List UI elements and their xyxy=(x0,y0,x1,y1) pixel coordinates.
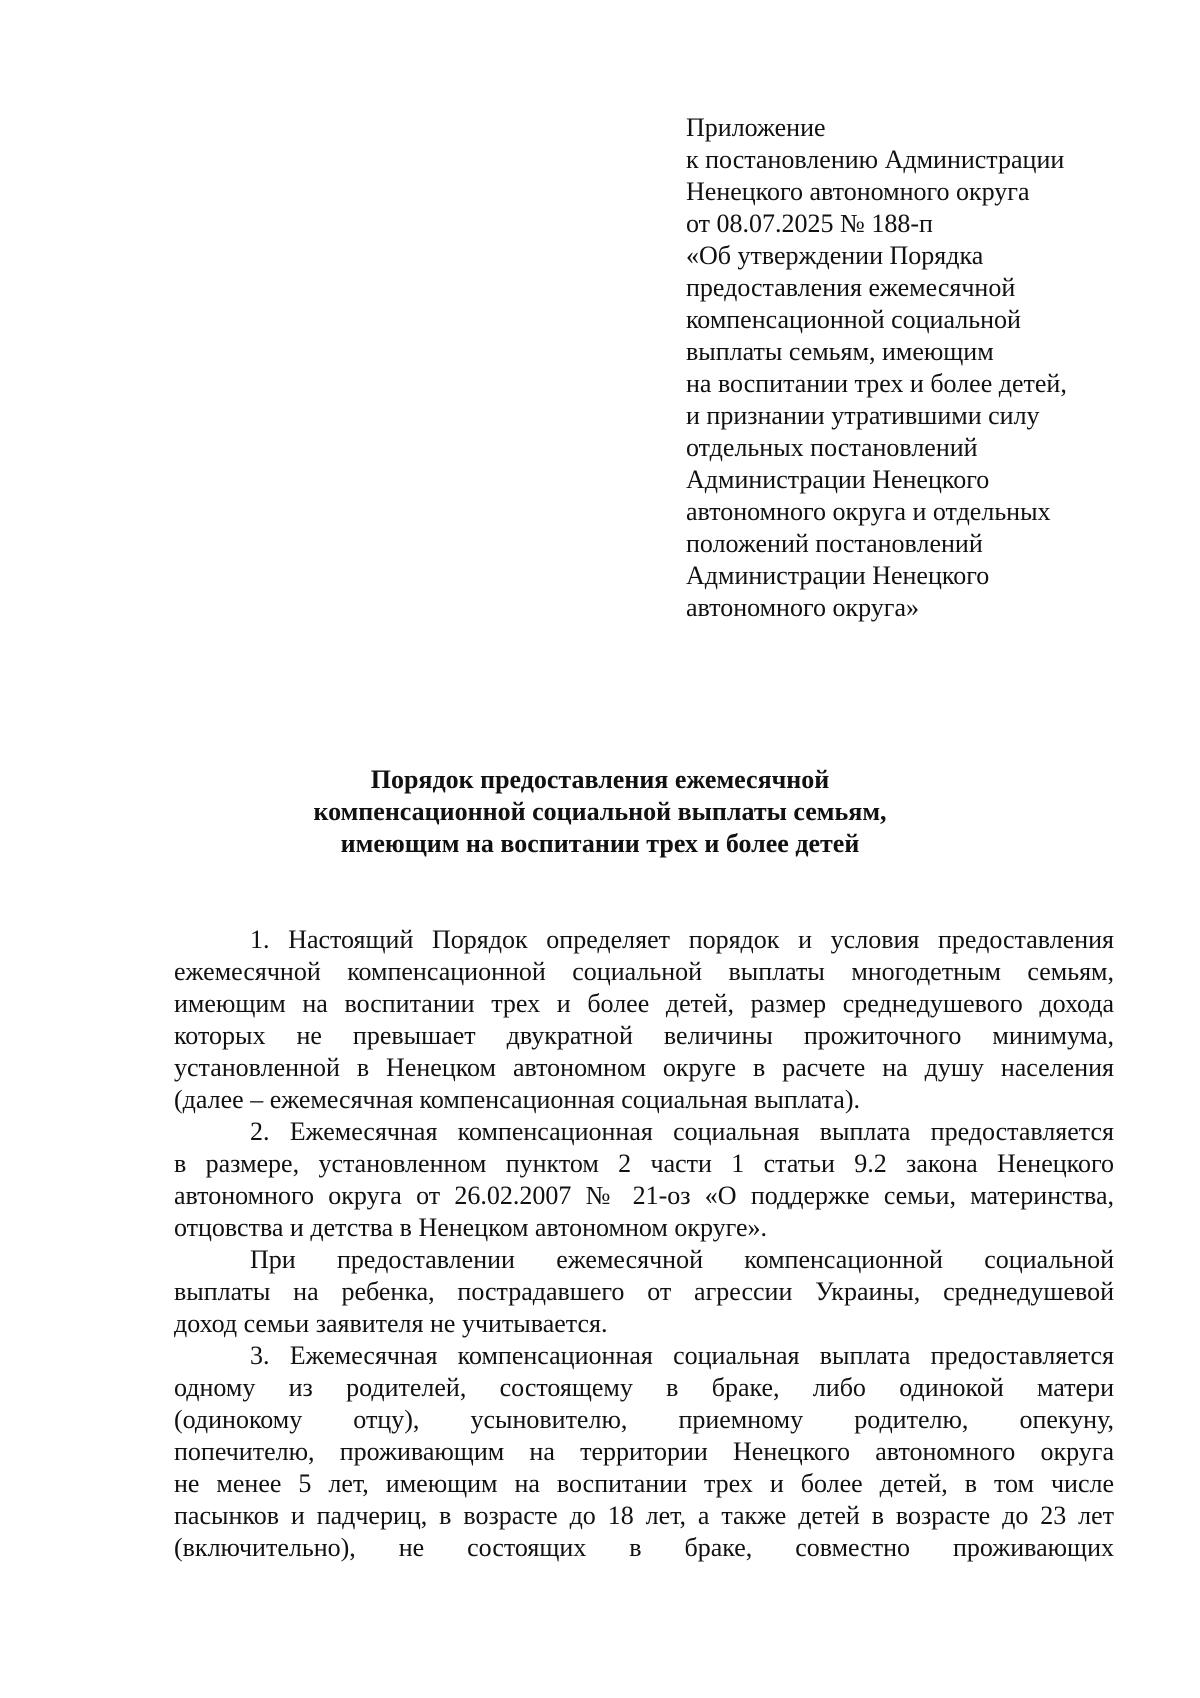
title-line: Порядок предоставления ежемесячной xyxy=(370,765,830,794)
appendix-line: Ненецкого автономного округа xyxy=(686,177,1030,206)
appendix-line: «Об утверждении Порядка xyxy=(686,241,984,270)
appendix-line: на воспитании трех и более детей, xyxy=(686,369,1067,398)
text-line: 3. Ежемесячная компенсационная социальная выплата предоставляется xyxy=(250,1341,1114,1370)
text-line: ежемесячной компенсационной социальной выплаты многодетным семьям, xyxy=(174,957,1114,986)
paragraph-4 xyxy=(174,1340,1114,1564)
appendix-line: выплаты семьям, имеющим xyxy=(686,337,994,366)
paragraph-3 xyxy=(174,1244,1114,1340)
text-line: 1. Настоящий Порядок определяет порядок и условия предоставления xyxy=(250,925,1114,954)
appendix-line: положений постановлений xyxy=(686,529,983,558)
paragraph-1 xyxy=(174,924,1114,1116)
text-line: имеющим на воспитании трех и более детей, размер среднедушевого дохода xyxy=(174,989,1114,1018)
text-line: пасынков и падчериц, в возрасте до 18 лет, а также детей в возрасте до 23 лет xyxy=(174,1501,1114,1530)
text-line: отцовства и детства в Ненецком автономном округе». xyxy=(174,1213,767,1242)
appendix-block xyxy=(686,112,1126,624)
text-line: (одинокому отцу), усыновителю, приемному родителю, опекуну, xyxy=(174,1405,1114,1434)
title-line: имеющим на воспитании трех и более детей xyxy=(340,829,860,858)
text-line: (далее – ежемесячная компенсационная социальная выплата). xyxy=(174,1085,860,1114)
text-line: При предоставлении ежемесячной компенсационной социальной xyxy=(250,1245,1114,1274)
appendix-line: Администрации Ненецкого xyxy=(686,561,990,590)
text-line: 2. Ежемесячная компенсационная социальная выплата предоставляется xyxy=(250,1117,1114,1146)
appendix-line: к постановлению Администрации xyxy=(686,145,1065,174)
text-line: (включительно), не состоящих в браке, совместно проживающих xyxy=(174,1533,1114,1562)
text-line: автономного округа от 26.02.2007 № 21-оз «О поддержке семьи, материнства, xyxy=(174,1181,1114,1210)
appendix-line: автономного округа и отдельных xyxy=(686,497,1051,526)
appendix-line: от 08.07.2025 № 188-п xyxy=(686,209,933,238)
text-line: доход семьи заявителя не учитывается. xyxy=(174,1309,608,1338)
text-line: которых не превышает двукратной величины прожиточного минимума, xyxy=(174,1021,1114,1050)
title-line: компенсационной социальной выплаты семьям, xyxy=(313,797,887,826)
appendix-line: и признании утратившими силу xyxy=(686,401,1040,430)
appendix-line: Администрации Ненецкого xyxy=(686,465,990,494)
appendix-line: предоставления ежемесячной xyxy=(686,273,1016,302)
text-line: одному из родителей, состоящему в браке, либо одинокой матери xyxy=(174,1373,1114,1402)
paragraph-2 xyxy=(174,1116,1114,1244)
text-line: не менее 5 лет, имеющим на воспитании трех и более детей, в том числе xyxy=(174,1469,1114,1498)
document-title xyxy=(200,764,1000,860)
appendix-line: компенсационной социальной xyxy=(686,305,1021,334)
appendix-line: отдельных постановлений xyxy=(686,433,978,462)
appendix-line: Приложение xyxy=(686,113,826,142)
appendix-line: автономного округа» xyxy=(686,593,919,622)
text-line: установленной в Ненецком автономном округе в расчете на душу населения xyxy=(174,1053,1114,1082)
document-body xyxy=(174,924,1114,1564)
text-line: выплаты на ребенка, пострадавшего от агрессии Украины, среднедушевой xyxy=(174,1277,1114,1306)
text-line: в размере, установленном пунктом 2 части 1 статьи 9.2 закона Ненецкого xyxy=(174,1149,1114,1178)
text-line: попечителю, проживающим на территории Ненецкого автономного округа xyxy=(174,1437,1114,1466)
